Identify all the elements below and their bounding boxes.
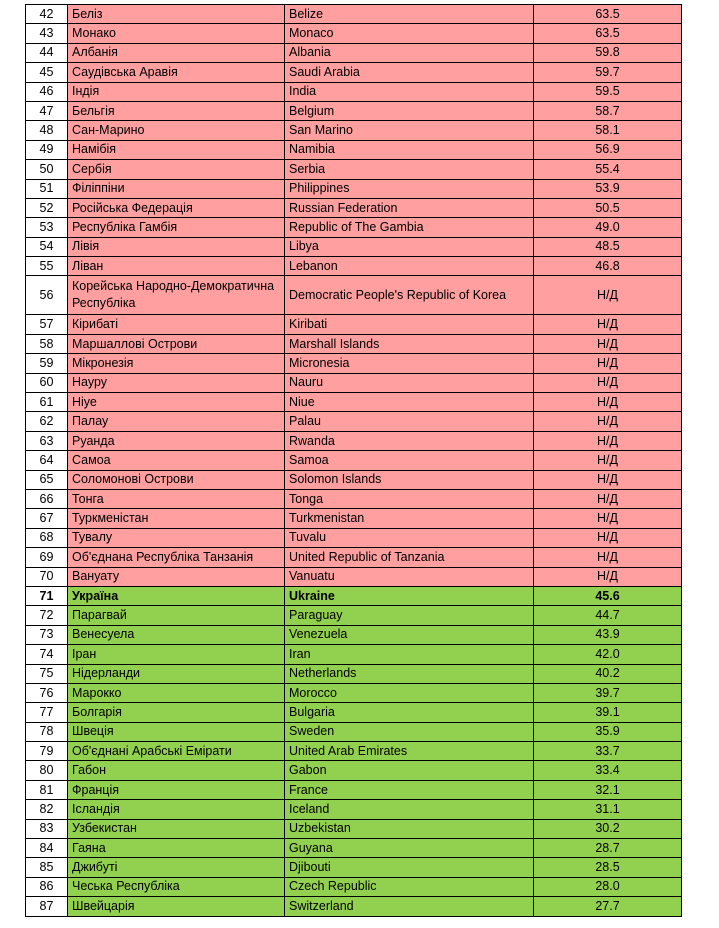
score-cell[interactable]: 39.7 [534, 683, 682, 702]
ukrainian-name-cell[interactable]: Тонга [68, 489, 285, 508]
rank-cell[interactable]: 72 [26, 606, 68, 625]
english-name-cell[interactable]: Micronesia [285, 354, 534, 373]
table-row [26, 101, 682, 120]
english-name-cell[interactable]: Serbia [285, 160, 534, 179]
score-cell[interactable]: 63.5 [534, 5, 682, 24]
rank-cell[interactable]: 74 [26, 645, 68, 664]
english-name-cell[interactable]: Republic of The Gambia [285, 218, 534, 237]
english-name-cell[interactable]: San Marino [285, 121, 534, 140]
score-cell[interactable]: 58.7 [534, 101, 682, 120]
ukrainian-name-cell[interactable]: Узбекистан [68, 819, 285, 838]
table-row [26, 198, 682, 217]
english-name-cell[interactable]: Turkmenistan [285, 509, 534, 528]
score-cell[interactable]: Н/Д [534, 470, 682, 489]
table-row [26, 393, 682, 412]
ukrainian-name-cell[interactable]: Венесуела [68, 625, 285, 644]
score-cell[interactable]: 48.5 [534, 237, 682, 256]
table-row [26, 451, 682, 470]
table-row [26, 276, 682, 315]
score-cell[interactable]: Н/Д [534, 373, 682, 392]
score-cell[interactable]: Н/Д [534, 431, 682, 450]
rank-cell[interactable]: 84 [26, 839, 68, 858]
table-row [26, 625, 682, 644]
ukrainian-name-cell[interactable]: Сербія [68, 160, 285, 179]
ukrainian-name-cell[interactable]: Вануату [68, 567, 285, 586]
ukrainian-name-cell[interactable]: Кірибаті [68, 315, 285, 334]
table-row [26, 528, 682, 547]
score-cell[interactable]: Н/Д [534, 412, 682, 431]
score-cell[interactable]: Н/Д [534, 509, 682, 528]
score-cell[interactable]: 35.9 [534, 722, 682, 741]
rank-cell[interactable]: 47 [26, 101, 68, 120]
table-row [26, 237, 682, 256]
table-row [26, 489, 682, 508]
rank-cell[interactable]: 60 [26, 373, 68, 392]
score-cell[interactable]: 27.7 [534, 897, 682, 916]
ukrainian-name-cell[interactable]: Франція [68, 780, 285, 799]
rank-cell[interactable]: 80 [26, 761, 68, 780]
ukrainian-name-cell[interactable]: Намібія [68, 140, 285, 159]
ukrainian-name-cell[interactable]: Саудівська Аравія [68, 63, 285, 82]
rank-cell[interactable]: 66 [26, 489, 68, 508]
table-row [26, 567, 682, 586]
rank-cell[interactable]: 44 [26, 43, 68, 62]
english-name-cell[interactable]: United Republic of Tanzania [285, 548, 534, 567]
table-row [26, 218, 682, 237]
english-name-cell[interactable]: France [285, 780, 534, 799]
table-row [26, 509, 682, 528]
english-name-cell[interactable]: Kiribati [285, 315, 534, 334]
table-row [26, 858, 682, 877]
rank-cell[interactable]: 43 [26, 24, 68, 43]
ukrainian-name-cell[interactable]: Маршаллові Острови [68, 334, 285, 353]
english-name-cell[interactable]: Nauru [285, 373, 534, 392]
ukrainian-name-cell[interactable]: Мікронезія [68, 354, 285, 373]
ukrainian-name-cell[interactable]: Соломонові Острови [68, 470, 285, 489]
score-cell[interactable]: 45.6 [534, 586, 682, 605]
rank-cell[interactable]: 59 [26, 354, 68, 373]
rank-cell[interactable]: 70 [26, 567, 68, 586]
rank-cell[interactable]: 65 [26, 470, 68, 489]
score-cell[interactable]: 49.0 [534, 218, 682, 237]
ukrainian-name-cell[interactable]: Російська Федерація [68, 198, 285, 217]
english-name-cell[interactable]: Tuvalu [285, 528, 534, 547]
rank-cell[interactable]: 64 [26, 451, 68, 470]
table-row [26, 703, 682, 722]
english-name-cell[interactable]: Albania [285, 43, 534, 62]
rank-cell[interactable]: 67 [26, 509, 68, 528]
rank-cell[interactable]: 77 [26, 703, 68, 722]
english-name-cell[interactable]: Philippines [285, 179, 534, 198]
table-row [26, 334, 682, 353]
ukrainian-name-cell[interactable]: Лівія [68, 237, 285, 256]
score-cell[interactable]: Н/Д [534, 548, 682, 567]
rank-cell[interactable]: 86 [26, 877, 68, 896]
english-name-cell[interactable]: Rwanda [285, 431, 534, 450]
score-cell[interactable]: Н/Д [534, 315, 682, 334]
ukrainian-name-cell[interactable]: Україна [68, 586, 285, 605]
english-name-cell[interactable]: Venezuela [285, 625, 534, 644]
table-row [26, 470, 682, 489]
score-cell[interactable]: 53.9 [534, 179, 682, 198]
english-name-cell[interactable]: Saudi Arabia [285, 63, 534, 82]
ukrainian-name-cell[interactable]: Албанія [68, 43, 285, 62]
english-name-cell[interactable]: Monaco [285, 24, 534, 43]
english-name-cell[interactable]: Palau [285, 412, 534, 431]
rank-cell[interactable]: 42 [26, 5, 68, 24]
english-name-cell[interactable]: Tonga [285, 489, 534, 508]
score-cell[interactable]: 56.9 [534, 140, 682, 159]
score-cell[interactable]: 40.2 [534, 664, 682, 683]
rank-cell[interactable]: 82 [26, 800, 68, 819]
ukrainian-name-cell[interactable]: Сан-Марино [68, 121, 285, 140]
score-cell[interactable]: 43.9 [534, 625, 682, 644]
score-cell[interactable]: 42.0 [534, 645, 682, 664]
rank-cell[interactable]: 46 [26, 82, 68, 101]
rank-cell[interactable]: 57 [26, 315, 68, 334]
english-name-cell[interactable]: Ukraine [285, 586, 534, 605]
english-name-cell[interactable]: Niue [285, 393, 534, 412]
ukrainian-name-cell[interactable]: Ніуе [68, 393, 285, 412]
ukrainian-name-cell[interactable]: Швеція [68, 722, 285, 741]
rank-cell[interactable]: 71 [26, 586, 68, 605]
rank-cell[interactable]: 55 [26, 257, 68, 276]
ukrainian-name-cell[interactable]: Ліван [68, 257, 285, 276]
rank-cell[interactable]: 61 [26, 393, 68, 412]
ukrainian-name-cell[interactable]: Марокко [68, 683, 285, 702]
ukrainian-name-cell[interactable]: Габон [68, 761, 285, 780]
english-name-cell[interactable]: Belize [285, 5, 534, 24]
table-row [26, 877, 682, 896]
rank-cell[interactable]: 75 [26, 664, 68, 683]
score-cell[interactable]: Н/Д [534, 489, 682, 508]
ukrainian-name-cell[interactable]: Республіка Гамбія [68, 218, 285, 237]
score-cell[interactable]: 55.4 [534, 160, 682, 179]
english-name-cell[interactable]: Guyana [285, 839, 534, 858]
score-cell[interactable]: 59.7 [534, 63, 682, 82]
score-cell[interactable]: 59.5 [534, 82, 682, 101]
table-row [26, 140, 682, 159]
score-cell[interactable]: 28.5 [534, 858, 682, 877]
rank-cell[interactable]: 68 [26, 528, 68, 547]
table-row [26, 839, 682, 858]
rank-cell[interactable]: 62 [26, 412, 68, 431]
rank-cell[interactable]: 76 [26, 683, 68, 702]
ukrainian-name-cell[interactable]: Туркменістан [68, 509, 285, 528]
rank-cell[interactable]: 78 [26, 722, 68, 741]
ukrainian-name-cell[interactable]: Самоа [68, 451, 285, 470]
english-name-cell[interactable]: Russian Federation [285, 198, 534, 217]
english-name-cell[interactable]: Paraguay [285, 606, 534, 625]
table-row [26, 431, 682, 450]
score-cell[interactable]: 33.7 [534, 742, 682, 761]
table-body [26, 5, 682, 917]
table-row [26, 606, 682, 625]
table-row [26, 257, 682, 276]
ukrainian-name-cell[interactable]: Джибуті [68, 858, 285, 877]
table-row [26, 586, 682, 605]
ukrainian-name-cell[interactable]: Чеська Республіка [68, 877, 285, 896]
ukrainian-name-cell[interactable]: Монако [68, 24, 285, 43]
score-cell[interactable]: 39.1 [534, 703, 682, 722]
table-row [26, 683, 682, 702]
english-name-cell[interactable]: Democratic People's Republic of Korea [285, 276, 534, 315]
ukrainian-name-cell[interactable]: Бельгія [68, 101, 285, 120]
english-name-cell[interactable]: Djibouti [285, 858, 534, 877]
table-row [26, 742, 682, 761]
table-row [26, 354, 682, 373]
ukrainian-name-cell[interactable]: Болгарія [68, 703, 285, 722]
rank-cell[interactable]: 83 [26, 819, 68, 838]
english-name-cell[interactable]: Gabon [285, 761, 534, 780]
english-name-cell[interactable]: Czech Republic [285, 877, 534, 896]
table-row [26, 24, 682, 43]
score-cell[interactable]: 32.1 [534, 780, 682, 799]
country-ranking-table [25, 4, 682, 917]
score-cell[interactable]: 28.7 [534, 839, 682, 858]
ukrainian-name-cell[interactable]: Ісландія [68, 800, 285, 819]
ukrainian-name-cell[interactable]: Швейцарія [68, 897, 285, 916]
score-cell[interactable]: 31.1 [534, 800, 682, 819]
english-name-cell[interactable]: Iran [285, 645, 534, 664]
ukrainian-name-cell[interactable]: Руанда [68, 431, 285, 450]
table-row [26, 179, 682, 198]
table-row [26, 373, 682, 392]
english-name-cell[interactable]: Sweden [285, 722, 534, 741]
table-row [26, 664, 682, 683]
english-name-cell[interactable]: Solomon Islands [285, 470, 534, 489]
rank-cell[interactable]: 73 [26, 625, 68, 644]
table-row [26, 800, 682, 819]
ukrainian-name-cell[interactable]: Парагвай [68, 606, 285, 625]
score-cell[interactable]: Н/Д [534, 528, 682, 547]
rank-cell[interactable]: 63 [26, 431, 68, 450]
ukrainian-name-cell[interactable]: Іран [68, 645, 285, 664]
english-name-cell[interactable]: Bulgaria [285, 703, 534, 722]
score-cell[interactable]: 63.5 [534, 24, 682, 43]
score-cell[interactable]: Н/Д [534, 567, 682, 586]
table-row [26, 722, 682, 741]
rank-cell[interactable]: 81 [26, 780, 68, 799]
score-cell[interactable]: 46.8 [534, 257, 682, 276]
table-row [26, 645, 682, 664]
english-name-cell[interactable]: Belgium [285, 101, 534, 120]
ukrainian-name-cell[interactable]: Тувалу [68, 528, 285, 547]
rank-cell[interactable]: 69 [26, 548, 68, 567]
ukrainian-name-cell[interactable]: Об'єднані Арабські Емірати [68, 742, 285, 761]
ukrainian-name-cell[interactable]: Індія [68, 82, 285, 101]
table-row [26, 160, 682, 179]
english-name-cell[interactable]: Morocco [285, 683, 534, 702]
english-name-cell[interactable]: Libya [285, 237, 534, 256]
rank-cell[interactable]: 58 [26, 334, 68, 353]
rank-cell[interactable]: 48 [26, 121, 68, 140]
rank-cell[interactable]: 45 [26, 63, 68, 82]
table-row [26, 43, 682, 62]
english-name-cell[interactable]: Switzerland [285, 897, 534, 916]
rank-cell[interactable]: 56 [26, 276, 68, 315]
table-row [26, 819, 682, 838]
score-cell[interactable]: Н/Д [534, 334, 682, 353]
score-cell[interactable]: Н/Д [534, 354, 682, 373]
score-cell[interactable]: 30.2 [534, 819, 682, 838]
ukrainian-name-cell[interactable]: Палау [68, 412, 285, 431]
table-row [26, 5, 682, 24]
ukrainian-name-cell[interactable]: Корейська Народно-Демократична Республіка [68, 276, 285, 315]
score-cell[interactable]: 33.4 [534, 761, 682, 780]
score-cell[interactable]: 58.1 [534, 121, 682, 140]
table-row [26, 63, 682, 82]
ukrainian-name-cell[interactable]: Науру [68, 373, 285, 392]
rank-cell[interactable]: 85 [26, 858, 68, 877]
rank-cell[interactable]: 50 [26, 160, 68, 179]
table-row [26, 897, 682, 916]
ukrainian-name-cell[interactable]: Беліз [68, 5, 285, 24]
rank-cell[interactable]: 49 [26, 140, 68, 159]
rank-cell[interactable]: 53 [26, 218, 68, 237]
score-cell[interactable]: Н/Д [534, 276, 682, 315]
english-name-cell[interactable]: India [285, 82, 534, 101]
english-name-cell[interactable]: Namibia [285, 140, 534, 159]
ukrainian-name-cell[interactable]: Філіппіни [68, 179, 285, 198]
english-name-cell[interactable]: United Arab Emirates [285, 742, 534, 761]
english-name-cell[interactable]: Samoa [285, 451, 534, 470]
table-row [26, 780, 682, 799]
score-cell[interactable]: Н/Д [534, 451, 682, 470]
english-name-cell[interactable]: Iceland [285, 800, 534, 819]
english-name-cell[interactable]: Lebanon [285, 257, 534, 276]
table-row [26, 761, 682, 780]
rank-cell[interactable]: 87 [26, 897, 68, 916]
score-cell[interactable]: 50.5 [534, 198, 682, 217]
rank-cell[interactable]: 52 [26, 198, 68, 217]
score-cell[interactable]: Н/Д [534, 393, 682, 412]
english-name-cell[interactable]: Marshall Islands [285, 334, 534, 353]
ukrainian-name-cell[interactable]: Об'єднана Республіка Танзанія [68, 548, 285, 567]
score-cell[interactable]: 28.0 [534, 877, 682, 896]
table-row [26, 82, 682, 101]
english-name-cell[interactable]: Vanuatu [285, 567, 534, 586]
ukrainian-name-cell[interactable]: Гаяна [68, 839, 285, 858]
table-row [26, 548, 682, 567]
rank-cell[interactable]: 54 [26, 237, 68, 256]
score-cell[interactable]: 44.7 [534, 606, 682, 625]
ukrainian-name-cell[interactable]: Нідерланди [68, 664, 285, 683]
table-row [26, 315, 682, 334]
table-row [26, 121, 682, 140]
english-name-cell[interactable]: Uzbekistan [285, 819, 534, 838]
rank-cell[interactable]: 51 [26, 179, 68, 198]
rank-cell[interactable]: 79 [26, 742, 68, 761]
english-name-cell[interactable]: Netherlands [285, 664, 534, 683]
table-row [26, 412, 682, 431]
score-cell[interactable]: 59.8 [534, 43, 682, 62]
